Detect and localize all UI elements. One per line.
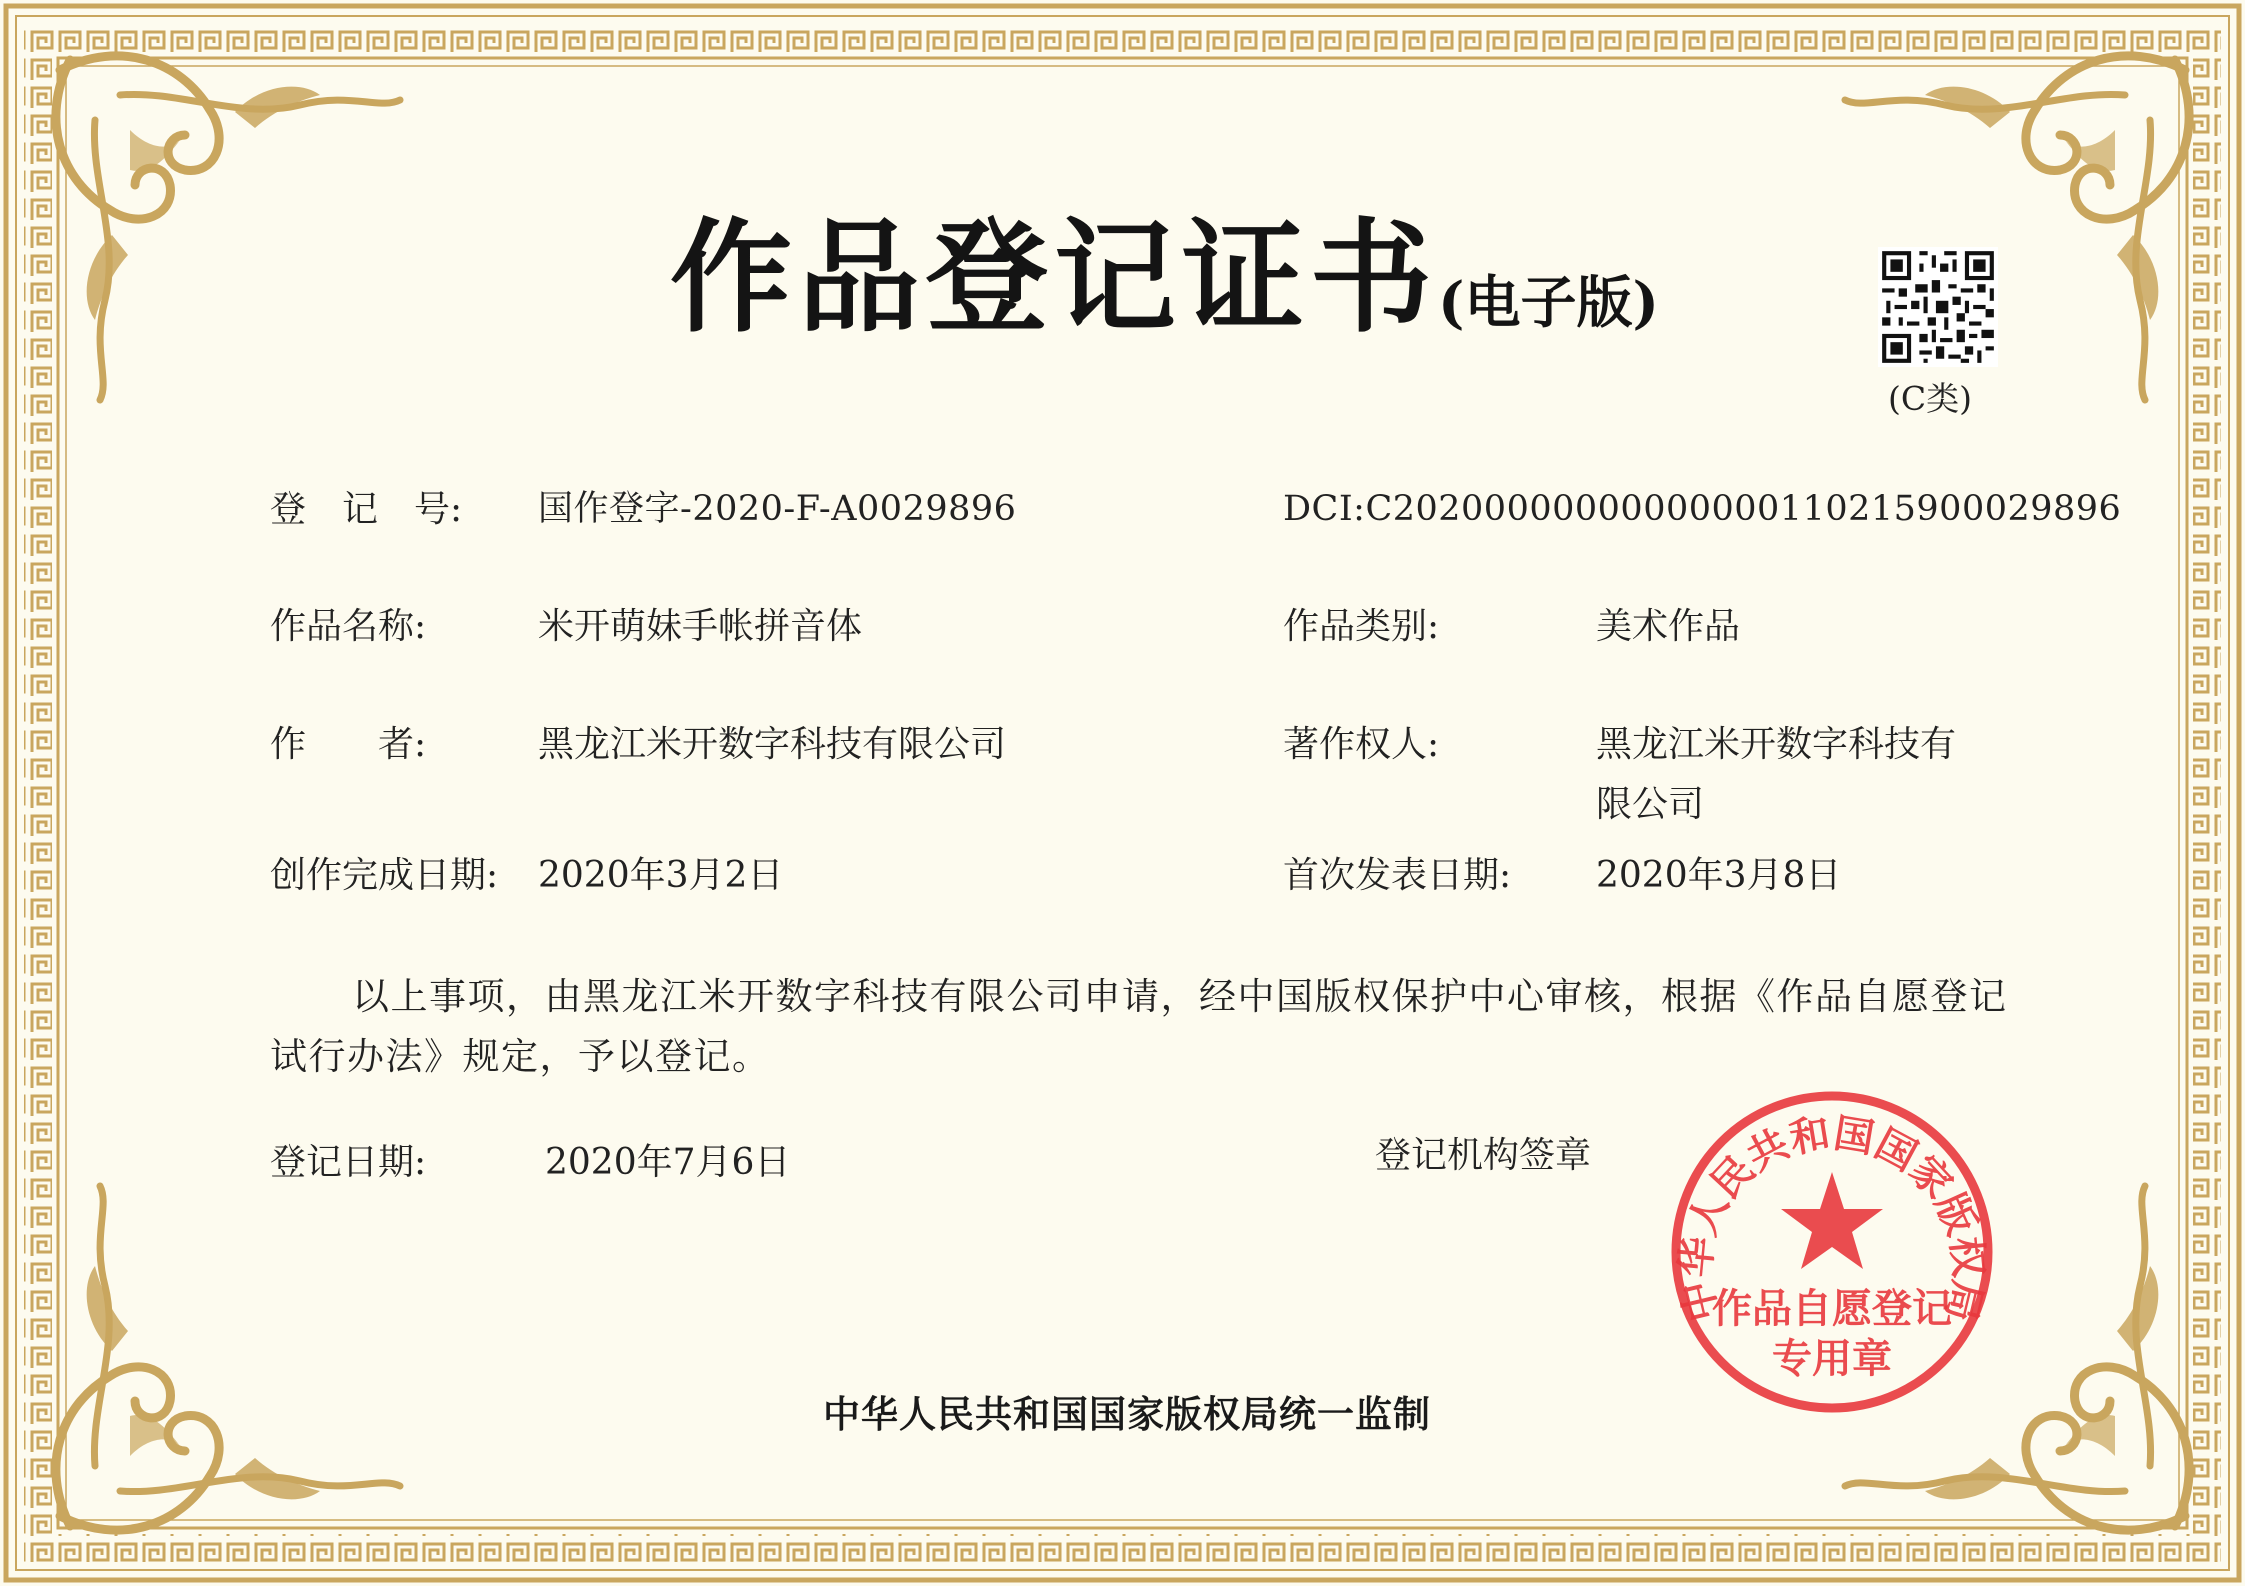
work-name-label: 作品名称: (270, 606, 427, 647)
created-date-label: 创作完成日期: (270, 855, 499, 896)
qr-code-icon (1878, 247, 1998, 367)
seal-outer-text: 中华人民共和国国家版权局 (1672, 1110, 1992, 1326)
declaration-line-2: 试行办法》规定，予以登记。 (270, 1035, 771, 1078)
star-icon (1781, 1172, 1883, 1269)
owner-value-line2: 限公司 (1596, 784, 1705, 825)
reg-no-label: 登 记 号: (270, 489, 463, 530)
reg-no-value: 国作登字-2020-F-A0029896 (538, 489, 1017, 529)
author-value: 黑龙江米开数字科技有限公司 (538, 724, 1007, 765)
dci-number: DCI:C20200000000000000110215900029896 (1283, 489, 2122, 529)
certificate-category: (C类) (1888, 379, 1972, 418)
registration-date-value: 2020年7月6日 (545, 1142, 791, 1183)
certificate-edition: (电子版) (1438, 270, 1659, 336)
published-date-label: 首次发表日期: (1283, 855, 1512, 896)
published-date-value: 2020年3月8日 (1596, 855, 1842, 896)
owner-value-line1: 黑龙江米开数字科技有 (1596, 724, 1957, 765)
seal-inner-line-2: 专用章 (1772, 1336, 1892, 1382)
certificate-title: 作品登记证书 (670, 205, 1438, 349)
author-label: 作 者: (270, 724, 427, 765)
seal-caption: 登记机构签章 (1375, 1135, 1592, 1176)
work-name-value: 米开萌妹手帐拼音体 (538, 606, 863, 647)
declaration-line-1: 以上事项，由黑龙江米开数字科技有限公司申请，经中国版权保护中心审核，根据《作品自愿登记 (352, 975, 2008, 1018)
registration-date-label: 登记日期: (270, 1142, 427, 1183)
created-date-value: 2020年3月2日 (538, 855, 784, 896)
owner-label: 著作权人: (1283, 724, 1440, 765)
official-seal (1662, 1082, 2002, 1422)
seal-inner-line-1: 作品自愿登记 (1712, 1286, 1952, 1332)
work-type-label: 作品类别: (1283, 606, 1440, 647)
work-type-value: 美术作品 (1596, 606, 1741, 647)
footer-issuer: 中华人民共和国国家版权局统一监制 (823, 1392, 1431, 1436)
